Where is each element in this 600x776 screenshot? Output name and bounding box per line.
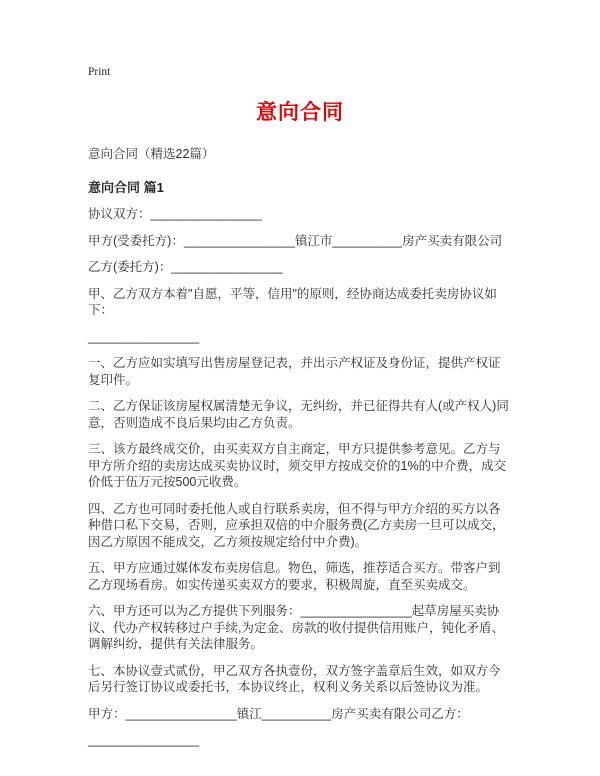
paragraph: 甲方：________________镇江__________房产买卖有限公司乙方： bbox=[88, 706, 469, 721]
paragraph: 甲方(受委托方)：________________镇江市__________房产买卖有限公司 bbox=[88, 233, 503, 248]
paragraph: 二、乙方保证该房屋权属清楚无争议，无纠纷，并已征得共有人(或产权人)同意，否则造成不良后果均由乙方负责。 bbox=[88, 399, 509, 430]
paragraph: 六、甲方还可以为乙方提供下列服务：________________起草房屋买卖协议、代办产权转移过户手续,为定金、房款的收付提供信用账户，钝化矛盾、调解纠纷，提供有关法律服务。 bbox=[88, 604, 504, 651]
paragraph: ________________ bbox=[88, 733, 200, 747]
paragraph: 协议双方：________________ bbox=[88, 207, 262, 221]
page-title: 意向合同 bbox=[256, 101, 344, 124]
print-link[interactable]: Print bbox=[88, 66, 111, 78]
paragraph: 三、该方最终成交价，由买卖双方自主商定，甲方只提供参考意见。乙方与甲方所介绍的卖房达成买卖协议时，须交甲方按成交价的1%的中介费，成交价低于伍万元按500元收费。 bbox=[88, 442, 507, 489]
document-subtitle: 意向合同（精选22篇） bbox=[88, 147, 215, 161]
paragraph: 一、乙方应如实填写出售房屋登记表，并出示产权证及身份证，提供产权证复印件。 bbox=[88, 356, 501, 387]
paragraph: 甲、乙方双方本着"自愿，平等，信用"的原则，经协商达成委托卖房协议如下： bbox=[88, 286, 497, 317]
paragraph: 乙方(委托方)：________________ bbox=[88, 260, 283, 274]
paragraph: 七、本协议壹式贰份，甲乙双方各执壹份，双方签字盖章后生效，如双方今后另行签订协议或委托书，本协议终止，权利义务关系以后签协议为准。 bbox=[88, 663, 501, 694]
paragraph: 五、甲方应通过媒体发布卖房信息。物色，筛选，推荐适合买方。带客户到乙方现场看房。如实传递买卖双方的要求，积极周旋，直至买卖成交。 bbox=[88, 561, 501, 592]
paragraph: 四、乙方也可同时委托他人或自行联系卖房，但不得与甲方介绍的买方以各种借口私下交易，否则，应承担双倍的中介服务费(乙方卖房一旦可以成交，因乙方原因不能成交，乙方须按规定给付中介费)。 bbox=[88, 501, 505, 549]
section-heading: 意向合同 篇1 bbox=[88, 180, 164, 195]
paragraph: ________________ bbox=[88, 329, 200, 344]
contract-body bbox=[88, 206, 512, 749]
